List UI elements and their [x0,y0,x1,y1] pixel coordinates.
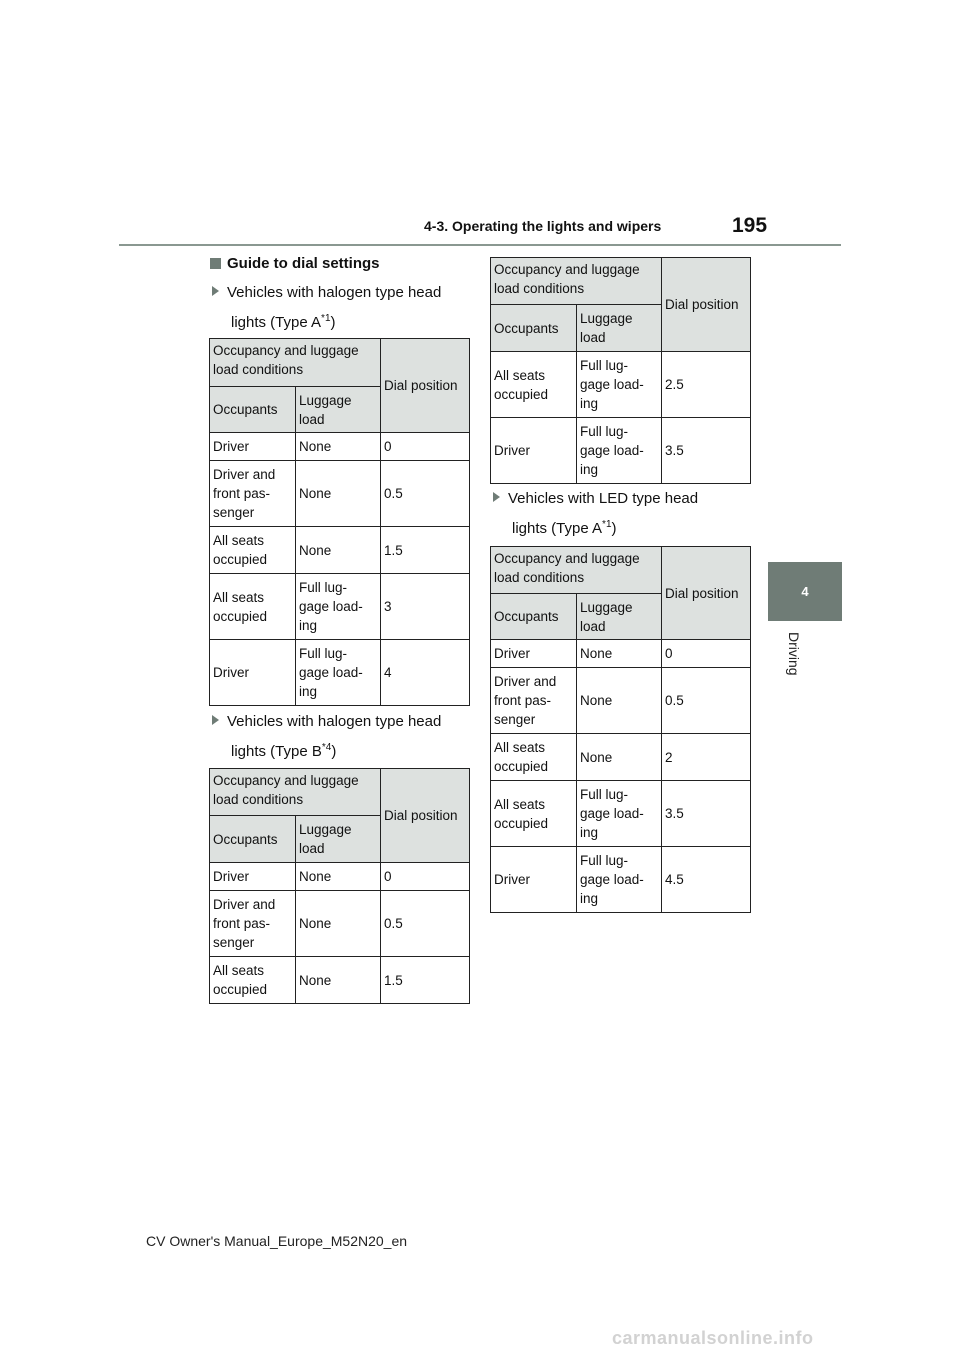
cell-luggage: None [296,461,381,527]
dial-table-halogen-type-b [209,768,470,1004]
cell-occupants: Driver and front pas- senger [210,461,296,527]
table-row [210,891,470,957]
header-dial-position: Dial position [381,769,470,863]
subheading-halogen-type-a [212,280,441,336]
table-row [491,640,751,668]
header-luggage: Luggage load [296,387,381,433]
header-dial-position: Dial position [381,339,470,433]
subheading-line1: Vehicles with halogen type head [227,284,442,301]
subheading-line2: lights (Type A [231,314,322,331]
header-luggage: Luggage load [577,594,662,640]
header-occupants: Occupants [491,305,577,352]
header-occupants: Occupants [210,387,296,433]
cell-luggage: None [577,640,662,668]
cell-luggage: None [296,891,381,957]
subheading-close: ) [611,520,617,537]
cell-dial: 0.5 [381,891,470,957]
section-heading [210,255,380,272]
table-row [210,863,470,891]
cell-occupants: Driver and front pas- senger [210,891,296,957]
table-row [491,847,751,913]
header-luggage: Luggage load [296,816,381,863]
dial-table-halogen-type-a [209,338,470,706]
cell-dial: 0 [662,640,751,668]
cell-occupants: All seats occupied [210,527,296,574]
cell-luggage: None [577,668,662,734]
header-dial-position: Dial position [662,258,751,352]
table-row [210,574,470,640]
subheading-line2: lights (Type A [512,520,603,537]
footnote-ref: *1 [602,519,612,530]
cell-occupants: Driver [491,418,577,484]
cell-occupants: Driver and front pas- senger [491,668,577,734]
table-row [491,418,751,484]
header-occupancy: Occupancy and luggage load conditions [210,769,381,816]
arrow-bullet-icon [212,286,219,296]
cell-dial: 4 [381,640,470,706]
cell-dial: 2.5 [662,352,751,418]
cell-dial: 0 [381,863,470,891]
section-heading-text: Guide to dial settings [227,255,380,272]
cell-occupants: All seats occupied [210,574,296,640]
square-bullet-icon [210,258,221,269]
table-row [210,461,470,527]
subheading-halogen-type-b [212,709,441,765]
cell-luggage: None [296,863,381,891]
table-row [210,433,470,461]
arrow-bullet-icon [212,715,219,725]
cell-occupants: Driver [491,640,577,668]
cell-luggage: Full lug- gage load- ing [296,574,381,640]
cell-dial: 4.5 [662,847,751,913]
cell-luggage: None [296,527,381,574]
subheading-close: ) [331,743,337,760]
cell-dial: 2 [662,734,751,781]
chapter-number: 4 [801,584,809,599]
table-row [210,640,470,706]
table-row [491,734,751,781]
header-occupants: Occupants [491,594,577,640]
subheading-led-type-a [493,486,698,542]
cell-dial: 0.5 [662,668,751,734]
table-row [491,781,751,847]
page-number: 195 [732,214,768,237]
table-row [491,352,751,418]
cell-occupants: All seats occupied [210,957,296,1004]
cell-occupants: All seats occupied [491,781,577,847]
header-occupancy: Occupancy and luggage load conditions [210,339,381,387]
cell-luggage: Full lug- gage load- ing [577,781,662,847]
cell-dial: 1.5 [381,957,470,1004]
table-row [210,527,470,574]
header-luggage: Luggage load [577,305,662,352]
chapter-tab [768,562,842,621]
cell-luggage: None [577,734,662,781]
dial-table-led-type-a [490,546,751,913]
cell-occupants: All seats occupied [491,352,577,418]
cell-dial: 0.5 [381,461,470,527]
header-occupants: Occupants [210,816,296,863]
manual-name-footer: CV Owner's Manual_Europe_M52N20_en [146,1233,408,1249]
cell-dial: 3 [381,574,470,640]
cell-luggage: Full lug- gage load- ing [577,418,662,484]
table-row [210,957,470,1004]
chapter-label: Driving [786,632,802,676]
cell-dial: 3.5 [662,418,751,484]
arrow-bullet-icon [493,492,500,502]
watermark: carmanualsonline.info [612,1328,814,1348]
subheading-close: ) [330,314,336,331]
footnote-ref: *4 [321,742,332,753]
cell-occupants: Driver [210,433,296,461]
header-dial-position: Dial position [662,547,751,640]
subheading-line2: lights (Type B [231,743,322,760]
section-title: 4-3. Operating the lights and wipers [424,218,662,234]
dial-table-halogen-type-b-continued [490,257,751,484]
cell-dial: 0 [381,433,470,461]
cell-occupants: Driver [210,640,296,706]
cell-dial: 3.5 [662,781,751,847]
cell-luggage: Full lug- gage load- ing [577,352,662,418]
header-occupancy: Occupancy and luggage load conditions [491,258,662,305]
footnote-ref: *1 [321,313,331,324]
cell-occupants: Driver [491,847,577,913]
cell-luggage: None [296,957,381,1004]
table-row [491,668,751,734]
cell-dial: 1.5 [381,527,470,574]
subheading-line1: Vehicles with LED type head [508,490,699,507]
cell-luggage: Full lug- gage load- ing [296,640,381,706]
header-occupancy: Occupancy and luggage load conditions [491,547,662,594]
cell-luggage: Full lug- gage load- ing [577,847,662,913]
cell-luggage: None [296,433,381,461]
subheading-line1: Vehicles with halogen type head [227,713,442,730]
cell-occupants: All seats occupied [491,734,577,781]
cell-occupants: Driver [210,863,296,891]
header-divider [119,244,841,246]
